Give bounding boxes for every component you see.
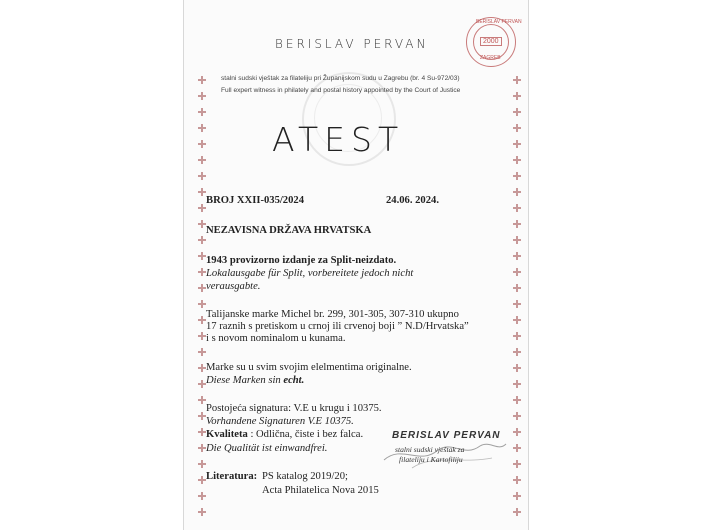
border-cross-ornament [198,380,206,388]
border-cross-ornament [513,188,521,196]
border-cross-ornament [198,140,206,148]
country-heading: NEZAVISNA DRŽAVA HRVATSKA [206,225,372,236]
border-cross-ornament [513,332,521,340]
signature-stamp-line2: filateliju i Kartofiliju [399,455,463,464]
stamp-bottom-text: ZAGREB [480,55,501,61]
border-cross-ornament [513,476,521,484]
description-line3: i s novom nominalom u kunama. [206,333,346,344]
header-english-line: Full expert witness in philately and postal history appointed by the Court of Justice [221,87,461,94]
border-cross-ornament [198,252,206,260]
description-line1: Talijanske marke Michel br. 299, 301-305, 307-310 ukupno [206,309,459,320]
decorative-border-right [512,76,522,526]
stamp-middle-text: 2000 [480,37,502,46]
border-cross-ornament [198,236,206,244]
border-cross-ornament [513,268,521,276]
header-croatian-line: stalni sudski vještak za filateliju pri Županijskom sudu u Zagrebu (br. 4 Su-972/03) [221,75,460,82]
border-cross-ornament [513,460,521,468]
border-cross-ornament [513,156,521,164]
border-cross-ornament [513,172,521,180]
literature-item-1: PS katalog 2019/20; [262,471,348,482]
border-cross-ornament [513,140,521,148]
border-cross-ornament [198,316,206,324]
border-cross-ornament [513,108,521,116]
border-cross-ornament [198,492,206,500]
border-cross-ornament [198,172,206,180]
border-cross-ornament [513,364,521,372]
border-cross-ornament [513,92,521,100]
border-cross-ornament [198,76,206,84]
border-cross-ornament [513,508,521,516]
border-cross-ornament [198,268,206,276]
signature-german: Vorhandene Signaturen V.E 10375. [206,416,354,427]
border-cross-ornament [513,124,521,132]
border-cross-ornament [198,332,206,340]
border-cross-ornament [513,348,521,356]
border-cross-ornament [198,364,206,372]
literature-item-2: Acta Philatelica Nova 2015 [262,485,379,496]
literature-label: Literatura: [206,471,258,482]
border-cross-ornament [198,444,206,452]
border-cross-ornament [513,236,521,244]
border-cross-ornament [513,428,521,436]
border-cross-ornament [513,76,521,84]
border-cross-ornament [513,396,521,404]
border-cross-ornament [198,460,206,468]
border-cross-ornament [198,188,206,196]
issue-title: 1943 provizorno izdanje za Split-neizdato. [206,255,397,266]
certificate-number: BROJ XXII-035/2024 [206,195,304,206]
signature-croatian: Postojeća signatura: V.E u krugu i 10375. [206,403,382,414]
originality-german: Diese Marken sin echt. [206,375,305,386]
stamp-top-text: BERISLAV PERVAN [476,19,522,25]
border-cross-ornament [198,508,206,516]
border-cross-ornament [513,316,521,324]
border-cross-ornament [513,300,521,308]
border-cross-ornament [198,300,206,308]
issue-german-line2: verausgabte. [206,281,261,292]
border-cross-ornament [198,428,206,436]
document-title: ATEST [272,120,405,159]
border-cross-ornament [513,444,521,452]
border-cross-ornament [198,412,206,420]
border-cross-ornament [513,252,521,260]
decorative-border-left [197,76,207,526]
signature-stamp-line1: stalni sudski vještak za [395,445,465,454]
border-cross-ornament [198,108,206,116]
quality-line: Kvaliteta : Odlična, čiste i bez falca. [206,429,364,440]
border-cross-ornament [513,204,521,212]
border-cross-ornament [198,396,206,404]
border-cross-ornament [198,476,206,484]
border-cross-ornament [198,92,206,100]
originality-croatian: Marke su u svim svojim elelmentima originalne. [206,362,412,373]
issue-german-line1: Lokalausgabe für Split, vorbereitete jedoch nicht [206,268,414,279]
quality-german: Die Qualität ist einwandfrei. [206,443,328,454]
border-cross-ornament [198,220,206,228]
border-cross-ornament [513,380,521,388]
border-cross-ornament [198,124,206,132]
description-line2: 17 raznih s pretiskom u crnoj ili crvenoj boji ” N.D/Hrvatska” [206,321,469,332]
border-cross-ornament [198,156,206,164]
border-cross-ornament [198,348,206,356]
border-cross-ornament [513,492,521,500]
border-cross-ornament [513,284,521,292]
signature-stamp-name: BERISLAV PERVAN [392,430,501,441]
border-cross-ornament [198,284,206,292]
expert-name-header: BERISLAV PERVAN [275,37,429,51]
certificate-date: 24.06. 2024. [386,195,439,206]
border-cross-ornament [513,412,521,420]
border-cross-ornament [198,204,206,212]
border-cross-ornament [513,220,521,228]
